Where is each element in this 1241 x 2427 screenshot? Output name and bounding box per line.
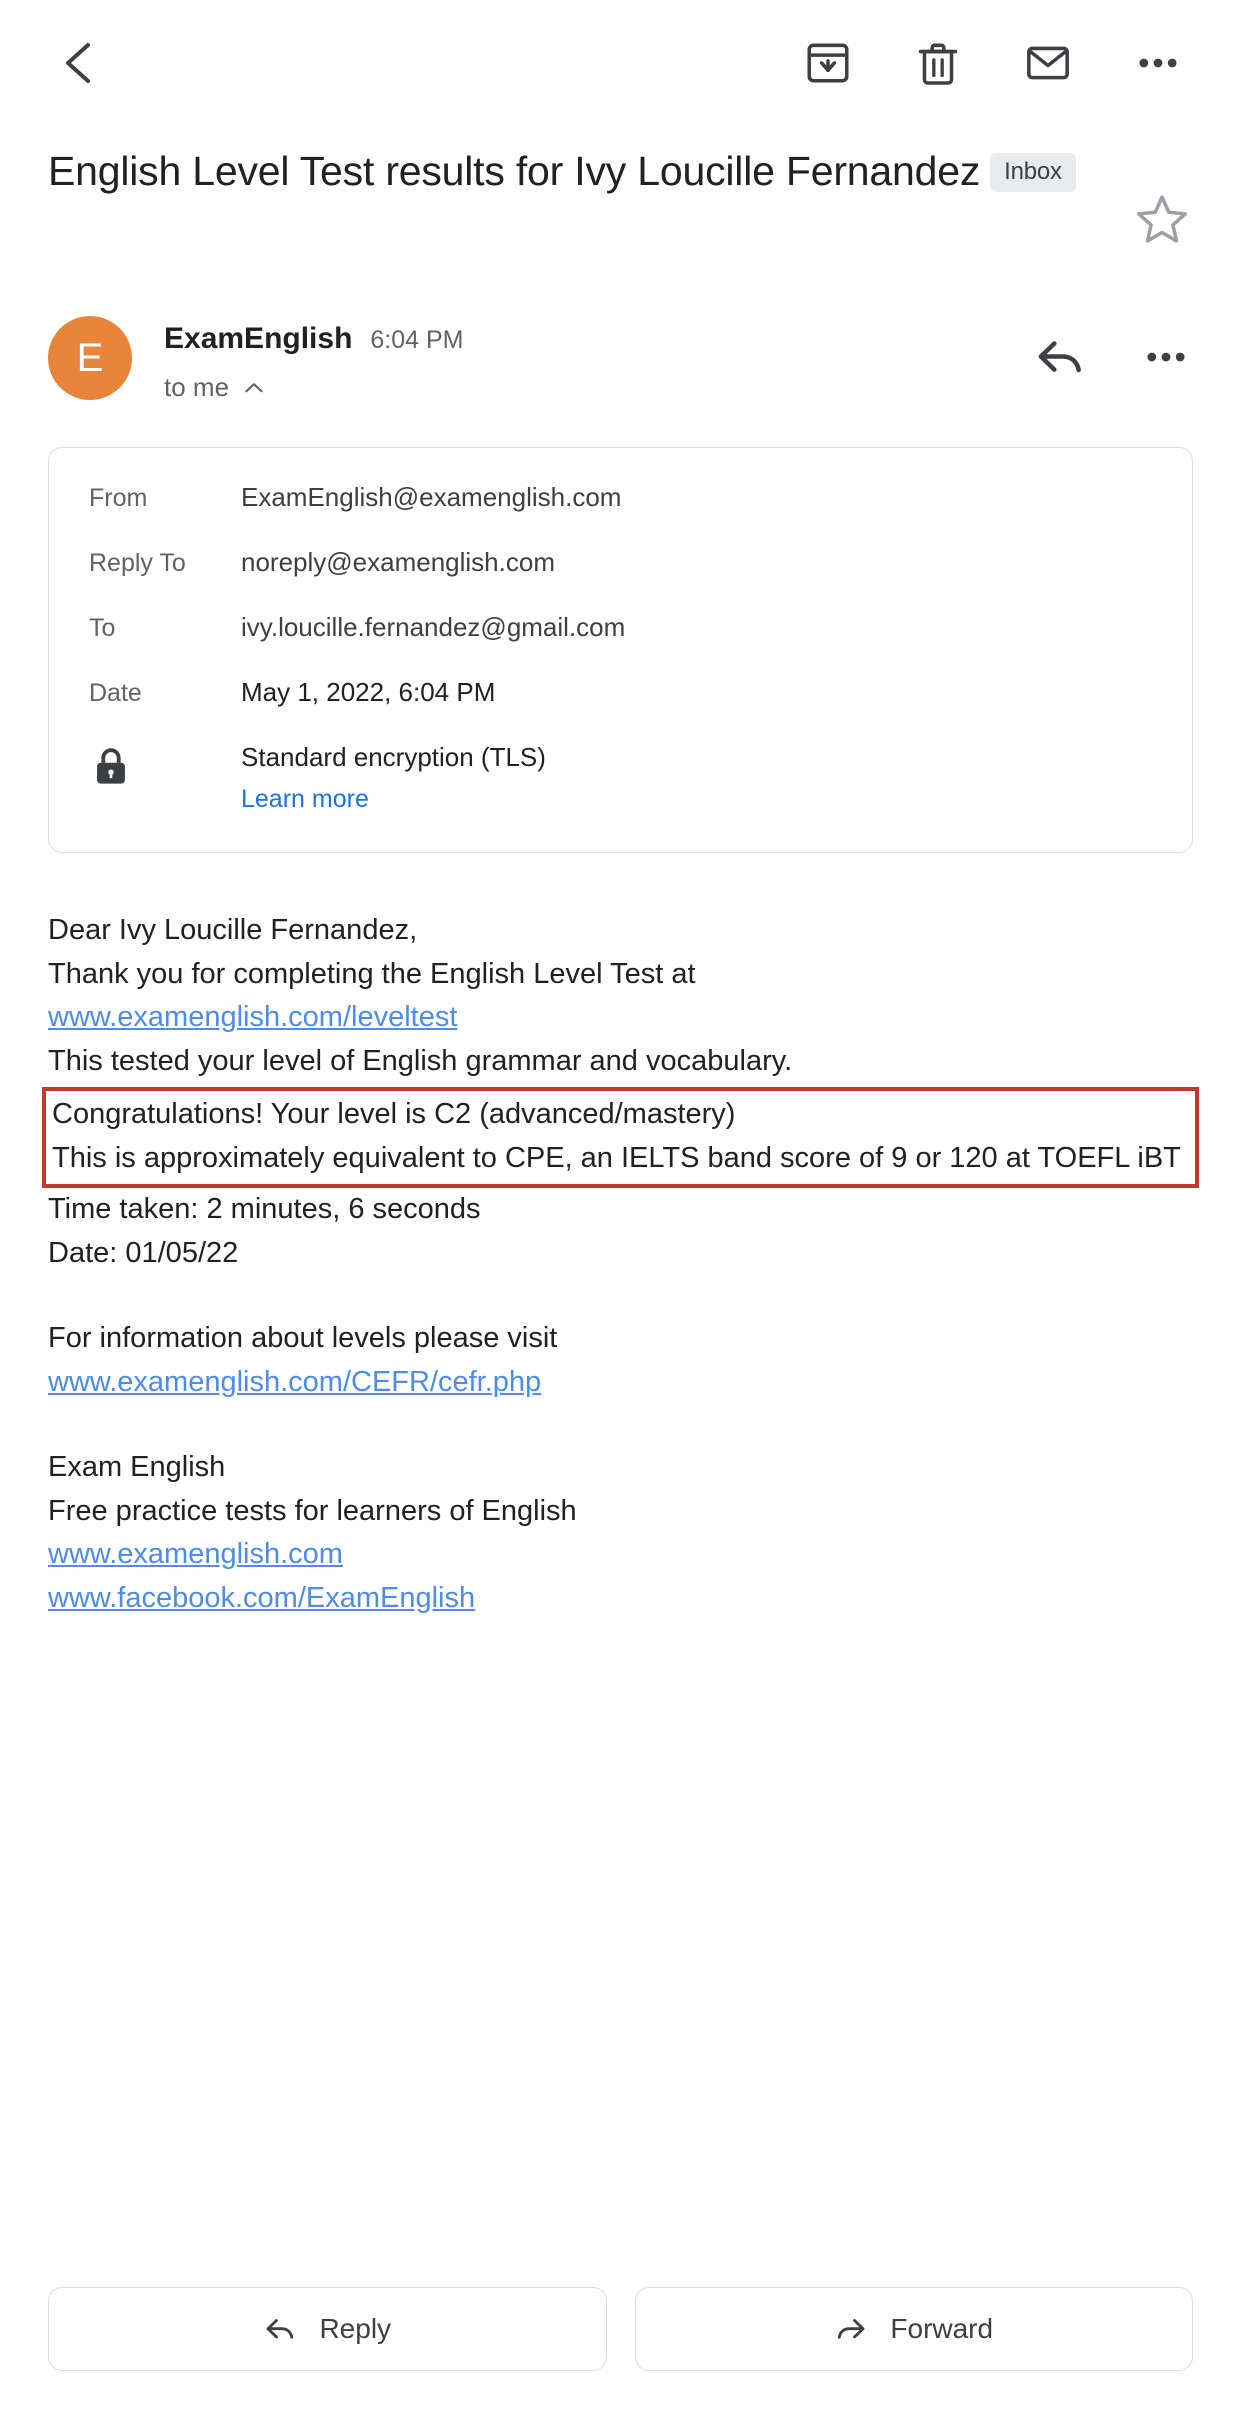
body-line: Thank you for completing the English Level Test at (48, 957, 696, 990)
mark-unread-button[interactable] (1021, 36, 1075, 90)
encryption-row (89, 742, 1152, 814)
forward-label: Forward (890, 2313, 994, 2344)
encryption-label: Standard encryption (TLS) (241, 742, 546, 772)
archive-button[interactable] (801, 36, 855, 90)
body-line: Exam English (48, 1451, 226, 1483)
body-line: This tested your level of English grammar and vocabulary. (48, 1044, 793, 1077)
reply-button[interactable] (1033, 330, 1087, 384)
top-toolbar (48, 0, 1193, 126)
mail-icon (1023, 38, 1073, 88)
detail-value: ExamEnglish@examenglish.com (241, 482, 622, 512)
detail-label: From (89, 484, 148, 512)
avatar (48, 316, 132, 400)
detail-row (89, 547, 1152, 578)
detail-value: May 1, 2022, 6:04 PM (241, 677, 496, 707)
detail-row (89, 677, 1152, 708)
body-line: Date: 01/05/22 (48, 1236, 239, 1269)
sender-row (48, 316, 1193, 403)
message-details-card (48, 447, 1193, 853)
result-highlight (42, 1087, 1199, 1188)
sent-time: 6:04 PM (370, 326, 464, 354)
label-chip: Inbox (990, 153, 1076, 192)
reply-button-footer[interactable] (48, 2287, 607, 2371)
subject-row (48, 142, 1193, 250)
result-equivalent-line: This is approximately equivalent to CPE, an IELTS band score of 9 or 120 at TOEFL iBT (52, 1141, 1181, 1174)
toolbar-actions (801, 36, 1185, 90)
recipient-label: to me (164, 372, 230, 402)
more-options-icon (1133, 38, 1183, 88)
bottom-action-bar (48, 2287, 1193, 2371)
detail-value: noreply@examenglish.com (241, 547, 555, 577)
message-actions (1033, 316, 1193, 384)
body-line: Dear Ivy Loucille Fernandez, (48, 914, 418, 946)
page-title (48, 142, 1131, 200)
body-line: For information about levels please visit (48, 1322, 558, 1354)
recipient-toggle[interactable] (164, 372, 1033, 403)
reply-label: Reply (319, 2313, 392, 2344)
body-line: Time taken: 2 minutes, 6 seconds (48, 1193, 481, 1225)
delete-button[interactable] (911, 36, 965, 90)
cefr-link[interactable]: www.examenglish.com/CEFR/cefr.php (48, 1365, 542, 1398)
back-arrow-icon (60, 39, 100, 87)
leveltest-link[interactable]: www.examenglish.com/leveltest (48, 1001, 458, 1033)
facebook-link[interactable]: www.facebook.com/ExamEnglish (48, 1581, 476, 1614)
result-level-line: Congratulations! Your level is C2 (advanced/mastery) (52, 1098, 736, 1130)
detail-row (89, 482, 1152, 513)
more-options-icon (1141, 332, 1191, 382)
star-button[interactable] (1131, 188, 1193, 250)
learn-more-link[interactable]: Learn more (241, 785, 369, 813)
lock-icon (89, 744, 133, 788)
detail-value: ivy.loucille.fernandez@gmail.com (241, 612, 626, 642)
trash-icon (913, 38, 963, 88)
message-body (48, 909, 1193, 1620)
examenglish-link[interactable]: www.examenglish.com (48, 1538, 343, 1570)
detail-row (89, 612, 1152, 643)
reply-arrow-icon (263, 2312, 297, 2346)
message-more-button[interactable] (1139, 330, 1193, 384)
forward-arrow-icon (834, 2312, 868, 2346)
detail-label: To (89, 614, 116, 642)
chevron-up-icon (241, 375, 267, 401)
avatar-initial: E (76, 335, 104, 380)
more-options-button[interactable] (1131, 36, 1185, 90)
body-line: Free practice tests for learners of English (48, 1494, 577, 1527)
archive-icon (803, 38, 853, 88)
subject-text: English Level Test results for Ivy Loucille Fernandez (48, 148, 981, 194)
detail-label: Reply To (89, 549, 186, 577)
reply-arrow-icon (1033, 330, 1087, 384)
detail-label: Date (89, 679, 142, 707)
sender-name: ExamEnglish (164, 322, 353, 355)
sender-info (164, 316, 1033, 403)
forward-button-footer[interactable] (635, 2287, 1194, 2371)
back-button[interactable] (48, 31, 112, 95)
star-outline-icon (1134, 191, 1190, 247)
